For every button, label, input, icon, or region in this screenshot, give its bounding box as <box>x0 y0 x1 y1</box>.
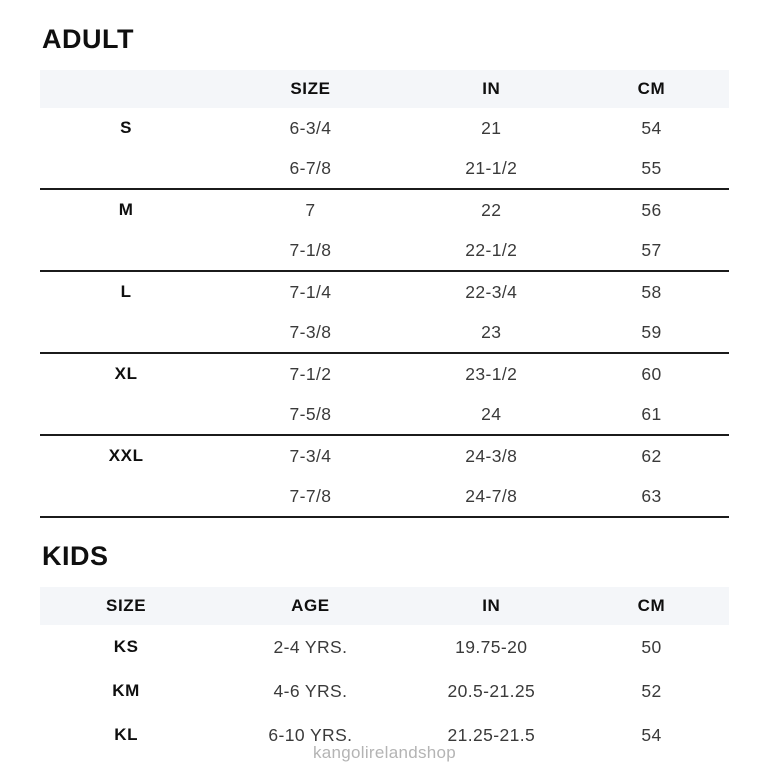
cell-size: 7-1/8 <box>212 230 408 271</box>
size-label-cell <box>40 394 212 435</box>
kids-header-size: SIZE <box>40 587 212 625</box>
cell-size: 7-7/8 <box>212 476 408 517</box>
kids-header-cm: CM <box>574 587 729 625</box>
kids-header-age: AGE <box>212 587 408 625</box>
table-row <box>40 669 729 713</box>
cell-cm: 50 <box>641 636 662 657</box>
table-row <box>40 394 729 435</box>
kids-size-table <box>40 587 729 757</box>
size-label-cell <box>40 148 212 189</box>
cell-size: 7-1/4 <box>289 281 332 302</box>
cell-in: 24-7/8 <box>409 476 574 517</box>
cell-size: 6-7/8 <box>212 148 408 189</box>
adult-table-header <box>40 70 729 108</box>
table-row <box>40 353 729 394</box>
cell-size: 7-3/8 <box>212 312 408 353</box>
cell-in: 23 <box>409 312 574 353</box>
adult-header-cm: CM <box>574 70 729 108</box>
adult-size-table <box>40 70 729 518</box>
adult-header-in: IN <box>409 70 574 108</box>
table-row <box>40 189 729 230</box>
cell-in: 22-1/2 <box>409 230 574 271</box>
cell-in: 20.5-21.25 <box>447 680 536 701</box>
table-row <box>40 476 729 517</box>
cell-cm: 57 <box>574 230 729 271</box>
cell-in: 24-3/8 <box>465 445 518 466</box>
size-label-cell: L <box>120 282 132 302</box>
table-row <box>40 312 729 353</box>
watermark: kangolirelandshop <box>312 743 457 762</box>
cell-cm: 60 <box>641 363 662 384</box>
cell-cm: 52 <box>641 680 662 701</box>
cell-age: 2-4 YRS. <box>273 636 348 657</box>
size-label-cell: KS <box>113 637 139 657</box>
cell-cm: 59 <box>574 312 729 353</box>
cell-cm: 54 <box>641 724 662 745</box>
cell-cm: 62 <box>641 445 662 466</box>
cell-cm: 58 <box>641 281 662 302</box>
cell-cm: 55 <box>574 148 729 189</box>
adult-header-size: SIZE <box>212 70 408 108</box>
adult-header-blank <box>40 70 212 108</box>
cell-size: 6-3/4 <box>289 117 332 138</box>
size-label-cell: M <box>118 200 134 220</box>
adult-header-row <box>40 70 729 108</box>
size-label-cell <box>40 312 212 353</box>
cell-in: 21.25-21.5 <box>447 724 536 745</box>
kids-header-in: IN <box>409 587 574 625</box>
cell-in: 24 <box>409 394 574 435</box>
table-row <box>40 230 729 271</box>
cell-in: 19.75-20 <box>455 636 528 657</box>
table-row <box>40 271 729 312</box>
size-label-cell: S <box>120 118 133 138</box>
table-row <box>40 625 729 669</box>
cell-size: 7-5/8 <box>212 394 408 435</box>
cell-in: 21-1/2 <box>409 148 574 189</box>
adult-section-title: ADULT <box>42 24 134 54</box>
kids-header-row <box>40 587 729 625</box>
cell-in: 22-3/4 <box>465 281 518 302</box>
cell-age: 4-6 YRS. <box>273 680 348 701</box>
cell-cm: 61 <box>574 394 729 435</box>
table-row <box>40 108 729 148</box>
size-label-cell <box>40 230 212 271</box>
cell-size: 7 <box>305 199 316 220</box>
size-label-cell: KM <box>112 681 140 701</box>
size-label-cell <box>40 476 212 517</box>
size-label-cell: XL <box>114 364 138 384</box>
kids-table-header <box>40 587 729 625</box>
table-row <box>40 148 729 189</box>
size-label-cell: KL <box>114 725 139 745</box>
size-label-cell: XXL <box>108 446 144 466</box>
kids-section-title: KIDS <box>42 541 109 572</box>
cell-size: 7-3/4 <box>289 445 332 466</box>
cell-cm: 54 <box>641 117 662 138</box>
cell-in: 21 <box>481 117 502 138</box>
cell-cm: 63 <box>574 476 729 517</box>
cell-cm: 56 <box>641 199 662 220</box>
table-row <box>40 435 729 476</box>
cell-in: 23-1/2 <box>465 363 518 384</box>
cell-age: 6-10 YRS. <box>268 724 353 745</box>
cell-in: 22 <box>481 199 502 220</box>
cell-size: 7-1/2 <box>289 363 332 384</box>
